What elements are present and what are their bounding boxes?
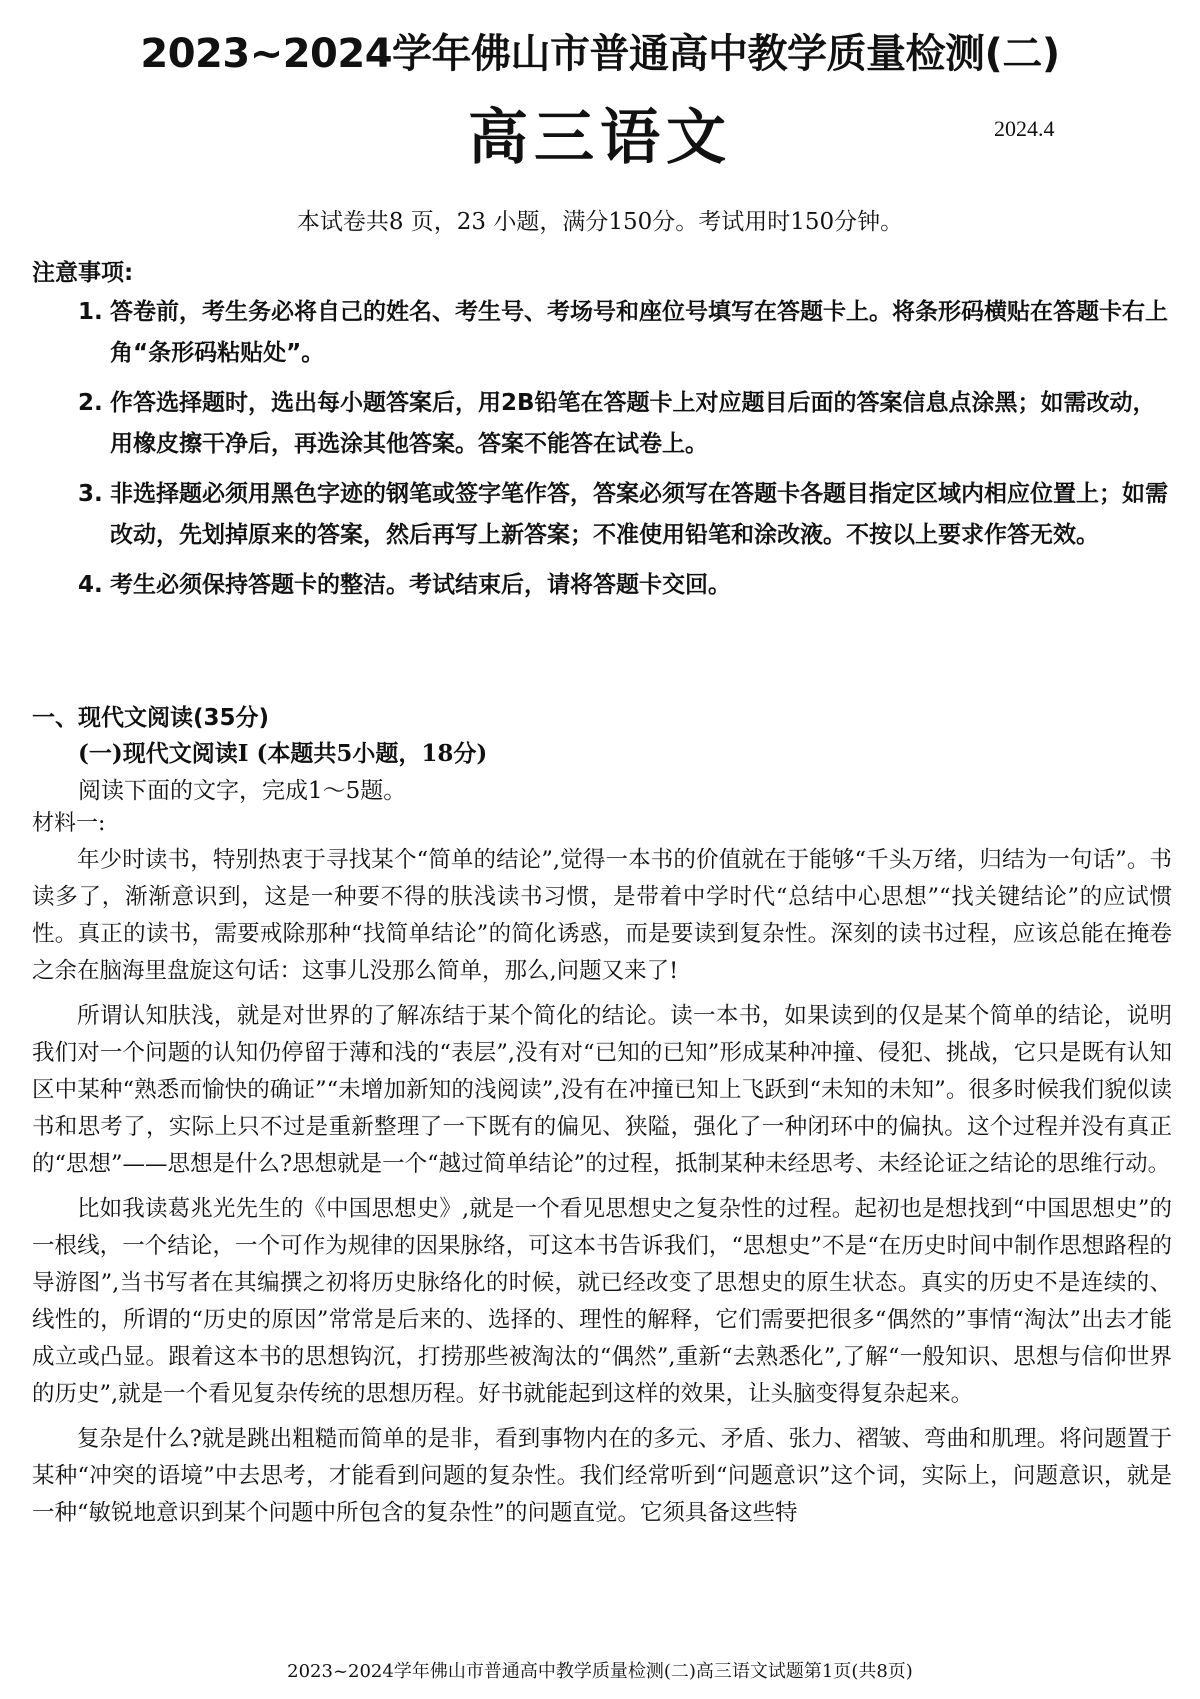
notice-text: 非选择题必须用黑色字迹的钢笔或签字笔作答，答案必须写在答题卡各题目指定区域内相应位置上；如需改动，先划掉原来的答案，然后再写上新答案；不准使用铅笔和涂改液。不按以上要求作答无效。 bbox=[110, 481, 1168, 548]
exam-date: 2024.4 bbox=[994, 116, 1055, 141]
notice-item bbox=[78, 383, 1168, 465]
notice-text: 答卷前，考生务必将自己的姓名、考生号、考场号和座位号填写在答题卡上。将条形码横贴在答题卡右上角“条形码粘贴处”。 bbox=[110, 299, 1168, 366]
notice-item bbox=[78, 474, 1168, 556]
notice-text: 作答选择题时，选出每小题答案后，用2B铅笔在答题卡上对应题目后面的答案信息点涂黑；如需改动，用橡皮擦干净后，再选涂其他答案。答案不能答在试卷上。 bbox=[110, 390, 1156, 457]
passage-paragraph: 所谓认知肤浅，就是对世界的了解冻结于某个简化的结论。读一本书，如果读到的仅是某个简单的结论，说明我们对一个问题的认知仍停留于薄和浅的“表层”,没有对“已知的已知”形成某种冲撞、侵犯、挑战，它只是既有认知区中某种“熟悉而愉快的确证”“未增加新知的浅阅读”,没有在冲撞已知上飞跃到“未知的未知”。很多时候我们貌似读书和思考了，实际上只不过是重新整理了一下既有的偏见、狭隘，强化了一种闭环中的偏执。这个过程并没有真正的“思想”——思想是什么?思想就是一个“越过简单结论”的过程，抵制某种未经思考、未经论证之结论的思维行动。 bbox=[32, 1003, 1172, 1177]
material-label: 材料一: bbox=[32, 811, 106, 836]
reading-instruction: 阅读下面的文字，完成1～5题。 bbox=[78, 778, 407, 804]
notice-text: 考生必须保持答题卡的整洁。考试结束后，请将答题卡交回。 bbox=[110, 572, 731, 598]
notice-title: 注意事项: bbox=[32, 260, 134, 286]
notice-number: 3. bbox=[78, 481, 103, 507]
page-footer: 2023~2024学年佛山市普通高中教学质量检测(二)高三语文试题第1页(共8页) bbox=[287, 1661, 913, 1682]
exam-title: 2023~2024学年佛山市普通高中教学质量检测(二) bbox=[140, 31, 1060, 77]
notice-list bbox=[78, 292, 1168, 615]
notice-number: 1. bbox=[78, 299, 103, 325]
notice-number: 4. bbox=[78, 572, 103, 598]
exam-info: 本试卷共8 页，23 小题，满分150分。考试用时150分钟。 bbox=[296, 209, 904, 235]
section-heading: 一、现代文阅读(35分) bbox=[32, 705, 270, 731]
notice-item bbox=[78, 565, 1168, 606]
reading-passage bbox=[32, 842, 1172, 1540]
passage-paragraph: 比如我读葛兆光先生的《中国思想史》,就是一个看见思想史之复杂性的过程。起初也是想找到“中国思想史”的一根线，一个结论，一个可作为规律的因果脉络，可这本书告诉我们，“思想史”不是“在历史时间中制作思想路程的导游图”,当书写者在其编撰之初将历史脉络化的时候，就已经改变了思想史的原生状态。真实的历史不是连续的、线性的，所谓的“历史的原因”常常是后来的、选择的、理性的解释，它们需要把很多“偶然的”事情“淘汰”出去才能成立或凸显。跟着这本书的思想钩沉，打捞那些被淘汰的“偶然”,重新“去熟悉化”,了解“一般知识、思想与信仰世界的历史”,就是一个看见复杂传统的思想历程。好书就能起到这样的效果，让头脑变得复杂起来。 bbox=[32, 1196, 1172, 1407]
subject-title: 高三语文 bbox=[468, 103, 732, 173]
notice-number: 2. bbox=[78, 390, 103, 416]
passage-paragraph: 复杂是什么?就是跳出粗糙而简单的是非，看到事物内在的多元、矛盾、张力、褶皱、弯曲和肌理。将问题置于某种“冲突的语境”中去思考，才能看到问题的复杂性。我们经常听到“问题意识”这个词，实际上，问题意识，就是一种“敏锐地意识到某个问题中所包含的复杂性”的问题直觉。它须具备这些特 bbox=[32, 1426, 1172, 1526]
passage-paragraph: 年少时读书，特别热衷于寻找某个“简单的结论”,觉得一本书的价值就在于能够“千头万绪，归结为一句话”。书读多了，渐渐意识到，这是一种要不得的肤浅读书习惯，是带着中学时代“总结中心思想”“找关键结论”的应试惯性。真正的读书，需要戒除那种“找简单结论”的简化诱惑，而是要读到复杂性。深刻的读书过程，应该总能在掩卷之余在脑海里盘旋这句话：这事儿没那么简单，那么,问题又来了! bbox=[32, 847, 1172, 984]
notice-item bbox=[78, 292, 1168, 374]
subsection-heading: (一)现代文阅读I (本题共5小题，18分) bbox=[78, 740, 488, 767]
